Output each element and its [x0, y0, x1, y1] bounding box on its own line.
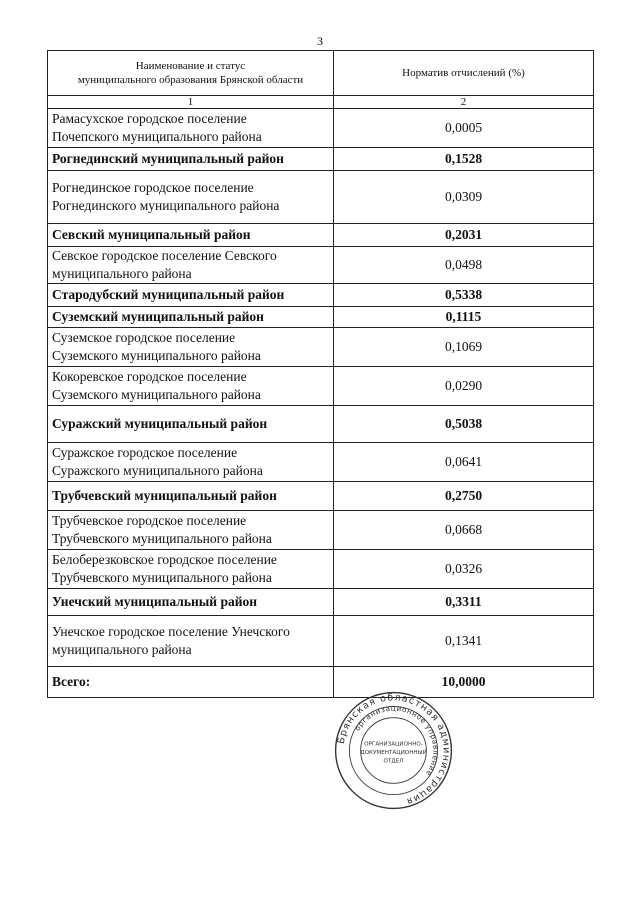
municipality-name: [48, 616, 334, 667]
seal-inner-text: организационное управление: [352, 703, 441, 778]
seal-center-line1: ОРГАНИЗАЦИОННО-: [364, 741, 423, 748]
municipality-name-line1: Суражский муниципальный район: [52, 416, 268, 431]
municipality-name-line2: муниципального района: [52, 266, 192, 281]
municipality-name-line1: Трубчевское городское поселение: [52, 513, 247, 528]
municipality-name-line1: Унечское городское поселение Унечского: [52, 624, 290, 639]
norm-value: 0,1528: [334, 148, 594, 171]
norm-value: 0,2031: [334, 224, 594, 247]
municipality-name: [48, 328, 334, 367]
municipality-name: [48, 171, 334, 224]
norm-value: 0,0498: [334, 247, 594, 284]
table-row: [48, 284, 594, 307]
municipality-name-line2: Трубчевского муниципального района: [52, 570, 272, 585]
table-row: [48, 406, 594, 443]
municipality-name-line2: Суземского муниципального района: [52, 387, 261, 402]
municipality-name: [48, 589, 334, 616]
municipality-name-line2: Рогнединского муниципального района: [52, 198, 280, 213]
municipality-name: [48, 148, 334, 171]
norm-value: 0,3311: [334, 589, 594, 616]
municipality-name-line2: Суземского муниципального района: [52, 348, 261, 363]
table-row: [48, 224, 594, 247]
header-norm: Норматив отчислений (%): [334, 51, 594, 96]
norm-value: 0,1341: [334, 616, 594, 667]
municipality-name-line1: Суземское городское поселение: [52, 330, 236, 345]
table-row: [48, 109, 594, 148]
table-row: [48, 171, 594, 224]
table-row: [48, 307, 594, 328]
municipality-name: [48, 284, 334, 307]
municipality-name-line1: Кокоревское городское поселение: [52, 369, 247, 384]
municipality-name: [48, 482, 334, 511]
header-municipality-line2: муниципального образования Брянской области: [77, 74, 304, 86]
total-value: 10,0000: [334, 667, 594, 698]
seal-center-line3: ОТДЕЛ: [383, 758, 404, 765]
table-row: [48, 550, 594, 589]
norm-value: 0,5038: [334, 406, 594, 443]
table-row: [48, 482, 594, 511]
column-number: 2: [334, 96, 594, 109]
table-row: [48, 616, 594, 667]
norm-value: 0,0309: [334, 171, 594, 224]
municipality-name-line2: Почепского муниципального района: [52, 129, 262, 144]
municipality-name: [48, 109, 334, 148]
header-municipality-line1: Наименование и статус: [135, 60, 246, 72]
seal-center-line2: ДОКУМЕНТАЦИОННЫЙ: [360, 749, 427, 756]
norm-value: 0,2750: [334, 482, 594, 511]
norm-value: 0,0005: [334, 109, 594, 148]
municipality-name: [48, 224, 334, 247]
column-numbers-row: [48, 96, 594, 109]
total-label: Всего:: [48, 667, 334, 698]
table-row: [48, 328, 594, 367]
municipality-name-line1: Суземский муниципальный район: [52, 309, 264, 324]
municipality-name-line1: Рогнединское городское поселение: [52, 180, 254, 195]
header-municipality: [48, 51, 334, 96]
table-header-row: [48, 51, 594, 96]
table-body: [48, 51, 594, 698]
municipality-name-line1: Трубчевский муниципальный район: [52, 488, 277, 503]
table-row: [48, 443, 594, 482]
municipality-name-line1: Белоберезковское городское поселение: [52, 552, 277, 567]
norm-value: 0,0641: [334, 443, 594, 482]
municipality-name: [48, 307, 334, 328]
norm-value: 0,1115: [334, 307, 594, 328]
table-row: [48, 247, 594, 284]
table-row: [48, 511, 594, 550]
seal-outer-text: Брянская областная администрация: [335, 692, 452, 807]
municipality-name-line1: Рогнединский муниципальный район: [52, 151, 284, 166]
municipality-name-line2: муниципального района: [52, 642, 192, 657]
norm-value: 0,0290: [334, 367, 594, 406]
total-row: [48, 667, 594, 698]
norm-value: 0,0326: [334, 550, 594, 589]
municipality-name-line1: Рамасухское городское поселение: [52, 111, 247, 126]
municipality-name: [48, 443, 334, 482]
table-row: [48, 148, 594, 171]
table-row: [48, 589, 594, 616]
table-row: [48, 367, 594, 406]
column-number: 1: [48, 96, 334, 109]
municipality-name: [48, 367, 334, 406]
official-seal: [333, 690, 454, 811]
municipality-name-line1: Суражское городское поселение: [52, 445, 238, 460]
norm-value: 0,5338: [334, 284, 594, 307]
municipality-name: [48, 511, 334, 550]
norm-value: 0,1069: [334, 328, 594, 367]
page-number: 3: [317, 34, 323, 48]
norm-value: 0,0668: [334, 511, 594, 550]
municipality-name-line1: Стародубский муниципальный район: [52, 287, 285, 302]
municipality-name-line2: Трубчевского муниципального района: [52, 531, 272, 546]
norms-table: [47, 50, 594, 698]
municipality-name-line1: Севский муниципальный район: [52, 227, 251, 242]
municipality-name: [48, 406, 334, 443]
municipality-name-line1: Унечский муниципальный район: [52, 594, 258, 609]
municipality-name-line2: Суражского муниципального района: [52, 463, 263, 478]
municipality-name-line1: Севское городское поселение Севского: [52, 248, 277, 263]
municipality-name: [48, 247, 334, 284]
municipality-name: [48, 550, 334, 589]
